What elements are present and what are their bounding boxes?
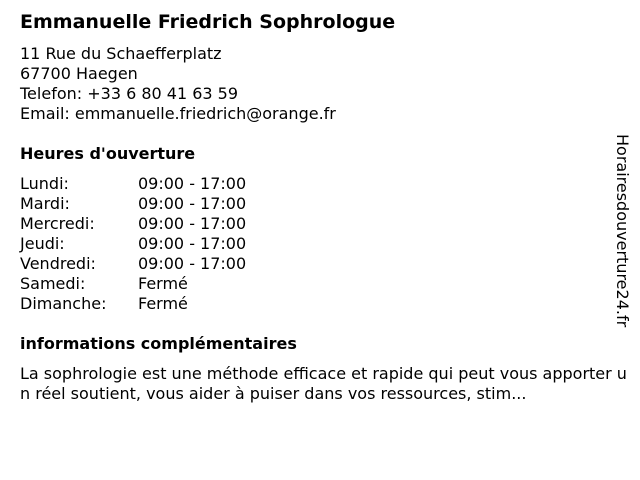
hours-row-sunday bbox=[20, 294, 320, 314]
phone-number: Telefon: +33 6 80 41 63 59 bbox=[20, 84, 239, 103]
additional-info-text: La sophrologie est une méthode efficace et rapide qui peut vous apporter un réel soutient, vous aider à puiser dans vos ressources, stim... bbox=[20, 364, 627, 403]
day-label: Mercredi: bbox=[20, 214, 95, 233]
day-label: Dimanche: bbox=[20, 294, 107, 313]
day-label: Vendredi: bbox=[20, 254, 96, 273]
day-hours: 09:00 - 17:00 bbox=[138, 194, 247, 213]
day-hours: 09:00 - 17:00 bbox=[138, 234, 247, 253]
day-hours: Fermé bbox=[138, 274, 188, 293]
hours-row-monday bbox=[20, 174, 320, 194]
hours-row-wednesday bbox=[20, 214, 320, 234]
day-label: Mardi: bbox=[20, 194, 70, 213]
day-label: Samedi: bbox=[20, 274, 86, 293]
business-name: Emmanuelle Friedrich Sophrologue bbox=[20, 11, 396, 33]
opening-hours-heading: Heures d'ouverture bbox=[20, 144, 196, 163]
hours-row-tuesday bbox=[20, 194, 320, 214]
day-label: Lundi: bbox=[20, 174, 69, 193]
opening-hours-table bbox=[20, 174, 320, 314]
day-hours: 09:00 - 17:00 bbox=[138, 174, 247, 193]
day-hours: Fermé bbox=[138, 294, 188, 313]
email-address: Email: emmanuelle.friedrich@orange.fr bbox=[20, 104, 336, 123]
day-hours: 09:00 - 17:00 bbox=[138, 254, 247, 273]
hours-row-thursday bbox=[20, 234, 320, 254]
hours-row-friday bbox=[20, 254, 320, 274]
site-watermark: Horairesdouverture24.fr bbox=[613, 134, 632, 328]
contact-block bbox=[20, 44, 336, 124]
additional-info-heading: informations complémentaires bbox=[20, 334, 297, 353]
day-label: Jeudi: bbox=[20, 234, 65, 253]
street-address: 11 Rue du Schaefferplatz bbox=[20, 44, 222, 63]
city-address: 67700 Haegen bbox=[20, 64, 138, 83]
day-hours: 09:00 - 17:00 bbox=[138, 214, 247, 233]
hours-row-saturday bbox=[20, 274, 320, 294]
